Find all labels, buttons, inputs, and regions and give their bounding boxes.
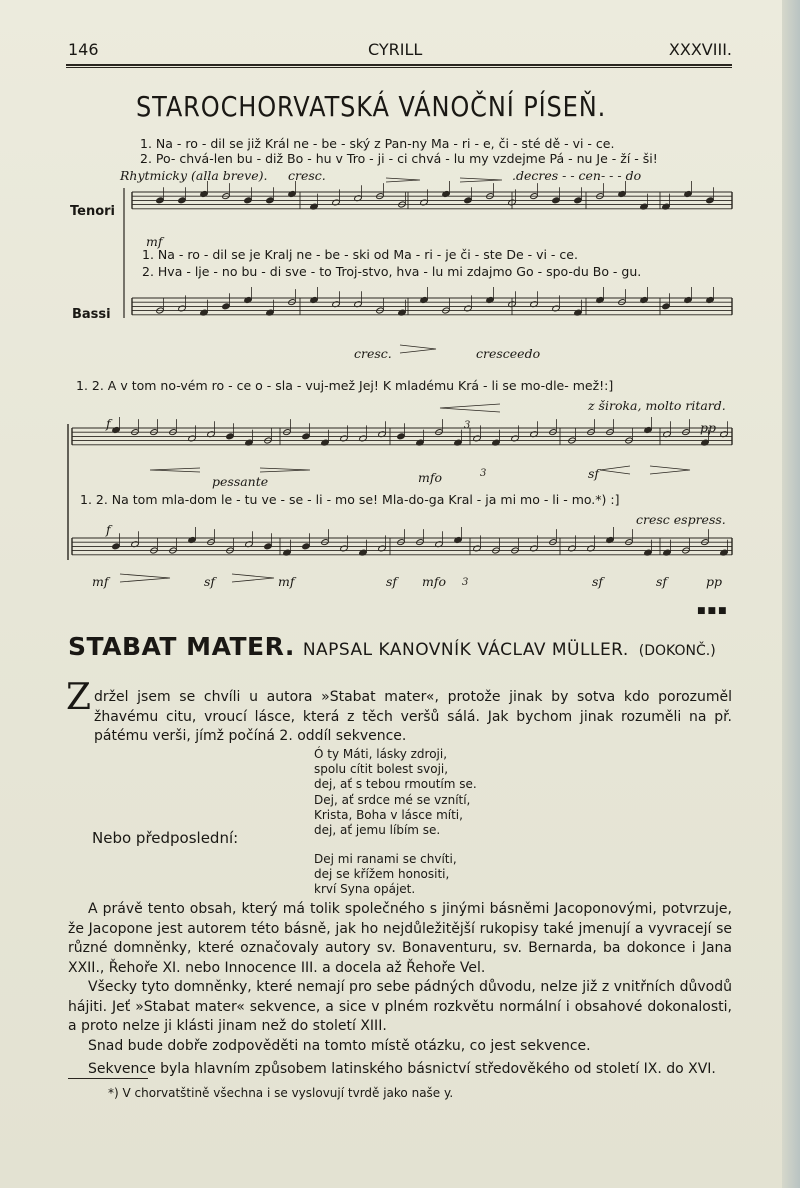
- journal-name: CYRILL: [368, 40, 423, 59]
- note-head: [302, 433, 310, 440]
- drop-cap: Z: [66, 677, 92, 718]
- dynamic-pp: pp: [700, 420, 717, 435]
- dynamic-sf-4: sf: [592, 574, 604, 589]
- note-head: [706, 197, 714, 204]
- czech-refrain: 1. 2. A v tom no-vém ro - ce o - sla - vuj-mež Jej! K mladému Krá - li se mo-dle- mež!:]: [76, 378, 614, 393]
- note-head: [112, 543, 120, 550]
- poem-stanza-2: Dej mi ranami se chvíti, dej se křížem honositi, krví Syna opájet.: [314, 852, 457, 897]
- note-head: [156, 197, 164, 204]
- note-head: [464, 197, 472, 204]
- note-head: [222, 303, 230, 310]
- dynamic-mf-2: mf: [92, 574, 109, 589]
- note-head: [397, 433, 405, 440]
- paragraph-5: [68, 1040, 732, 1079]
- voice-label-tenor: Tenori: [70, 204, 116, 219]
- note-head: [264, 543, 272, 550]
- croatian-verse-1: 1. Na - ro - dil se je Kralj ne - be - ski od Ma - ri - je či - ste De - vi - ce.: [142, 247, 578, 262]
- dynamic-mf: mf: [146, 234, 163, 249]
- paragraph-1-lead: [94, 688, 732, 747]
- dynamic-sf-2: sf: [204, 574, 216, 589]
- dynamic-cresc-2: cresc.: [354, 346, 392, 361]
- poem-stanza-1: Ó ty Máti, lásky zdroji, spolu cítit bolest svoji, dej, ať s tebou rmoutím se. Dej, ať srdce mé se vznítí, Krista, Boha v lásce míti, dej, ať jemu líbím se.: [314, 747, 477, 838]
- note-head: [266, 197, 274, 204]
- dynamic-f: f: [106, 416, 111, 431]
- dynamic-cresc-espress: cresc espress.: [636, 512, 726, 527]
- note-head: [574, 197, 582, 204]
- dynamic-f-2: f: [106, 522, 111, 537]
- dynamic-mfo: mfo: [418, 470, 443, 485]
- dynamic-z-siroka: z široka, molto ritard.: [588, 398, 726, 413]
- paragraph-2-text: A právě tento obsah, který má tolik společného s jinými básněmi Jacoponovými, potvrzuje, že Jacopone jest autorem této básně, jak ho nejdůležitější rukopisy také jmenují a vyvracejí se různé domněnky, které označovaly autory sv. Bonaventuru, sv. Bernarda, ba dokonce i Jana XXII., Řehoře XI. nebo Innocence III. a docela až Řehoře Vel.: [68, 901, 732, 976]
- dynamic-sf-5: sf: [656, 574, 668, 589]
- triplet-mark: 3: [464, 420, 471, 431]
- croatian-verse-2: 2. Hva - lje - no bu - di sve - to Troj-stvo, hva - lu mi zdajmo Go - spo-du Bo - gu.: [142, 264, 642, 279]
- article-title: STABAT MATER.: [68, 632, 295, 661]
- song-title: STAROCHORVATSKÁ VÁNOČNÍ PÍSEŇ.: [136, 90, 607, 123]
- triplet-mark-3: 3: [462, 577, 469, 588]
- paragraph-3-text: Všecky tyto domněnky, které nemají pro sebe pádných důvodu, nelze již z vnitřních důvodů hájiti. Jeť »Stabat mater« sekvence, a sice v plném rozkvětu normální i obsahové dokonalosti, a proto nelze ji klásti jinam než do století XIII.: [68, 979, 732, 1034]
- paragraph-5-text: Sekvence byla hlavním způsobem latinského básnictví středověkého od století IX. do XVI.: [88, 1060, 716, 1077]
- note-head: [552, 197, 560, 204]
- note-head: [662, 303, 670, 310]
- czech-verse-2: 2. Po- chvá-len bu - diž Bo - hu v Tro - ji - ci chvá - lu my vzdejme Pá - nu Je - ží - ši!: [140, 151, 658, 166]
- paragraph-2: [68, 900, 732, 978]
- voice-label-bass: Bassi: [72, 307, 111, 322]
- dynamic-sf-3: sf: [386, 574, 398, 589]
- paragraph-1: držel jsem se chvíli u autora »Stabat mater«, protože jinak by sotva kdo porozuměl žhavému citu, vroucí lásce, která z těch veršů sálá. Jak bychom jinak rozuměli na př. pátému verši, jímž počíná 2. oddíl sekvence.: [94, 689, 732, 744]
- article-heading: [68, 632, 716, 661]
- footnote: *) V chorvatštině všechna i se vyslovují tvrdě jako naše y.: [108, 1086, 454, 1100]
- dynamic-sf: sf: [588, 466, 600, 481]
- dynamic-crescendo: cresceedo: [476, 346, 541, 361]
- issue-number: XXXVIII.: [668, 40, 732, 59]
- dynamic-cresc: cresc.: [288, 168, 326, 183]
- section-divider: ■■■: [697, 606, 729, 616]
- paragraph-4-text: Snad bude dobře zodpověděti na tomto místě otázku, co jest sekvence.: [88, 1038, 591, 1054]
- paragraph-3: [68, 978, 732, 1037]
- note-head: [226, 433, 234, 440]
- article-continuation: (DOKONČ.): [638, 643, 716, 659]
- page-number: 146: [68, 40, 99, 59]
- note-head: [178, 197, 186, 204]
- triplet-mark-2: 3: [480, 468, 487, 479]
- footnote-rule: [68, 1078, 148, 1079]
- dynamic-pp-2: pp: [706, 574, 723, 589]
- dynamic-mfo-2: mfo: [422, 574, 447, 589]
- czech-verse-1: 1. Na - ro - dil se již Král ne - be - ský z Pan-ny Ma - ri - e, či - sté dě - vi - ce.: [140, 136, 615, 151]
- croatian-refrain: 1. 2. Na tom mla-dom le - tu ve - se - li - mo se! Mla-do-ga Kral - ja mi mo - li - mo.*) :]: [80, 492, 620, 507]
- label-predposledni: Nebo předposlední:: [92, 829, 239, 847]
- note-head: [302, 543, 310, 550]
- article-author: NAPSAL KANOVNÍK VÁCLAV MÜLLER.: [302, 640, 629, 660]
- dynamic-pessante: pessante: [212, 474, 269, 489]
- dynamic-decrescendo: .decres - - cen- - - do: [512, 168, 642, 183]
- dynamic-mf-3: mf: [278, 574, 295, 589]
- note-head: [244, 197, 252, 204]
- tempo-marking: Rhytmicky (alla breve).: [120, 168, 268, 183]
